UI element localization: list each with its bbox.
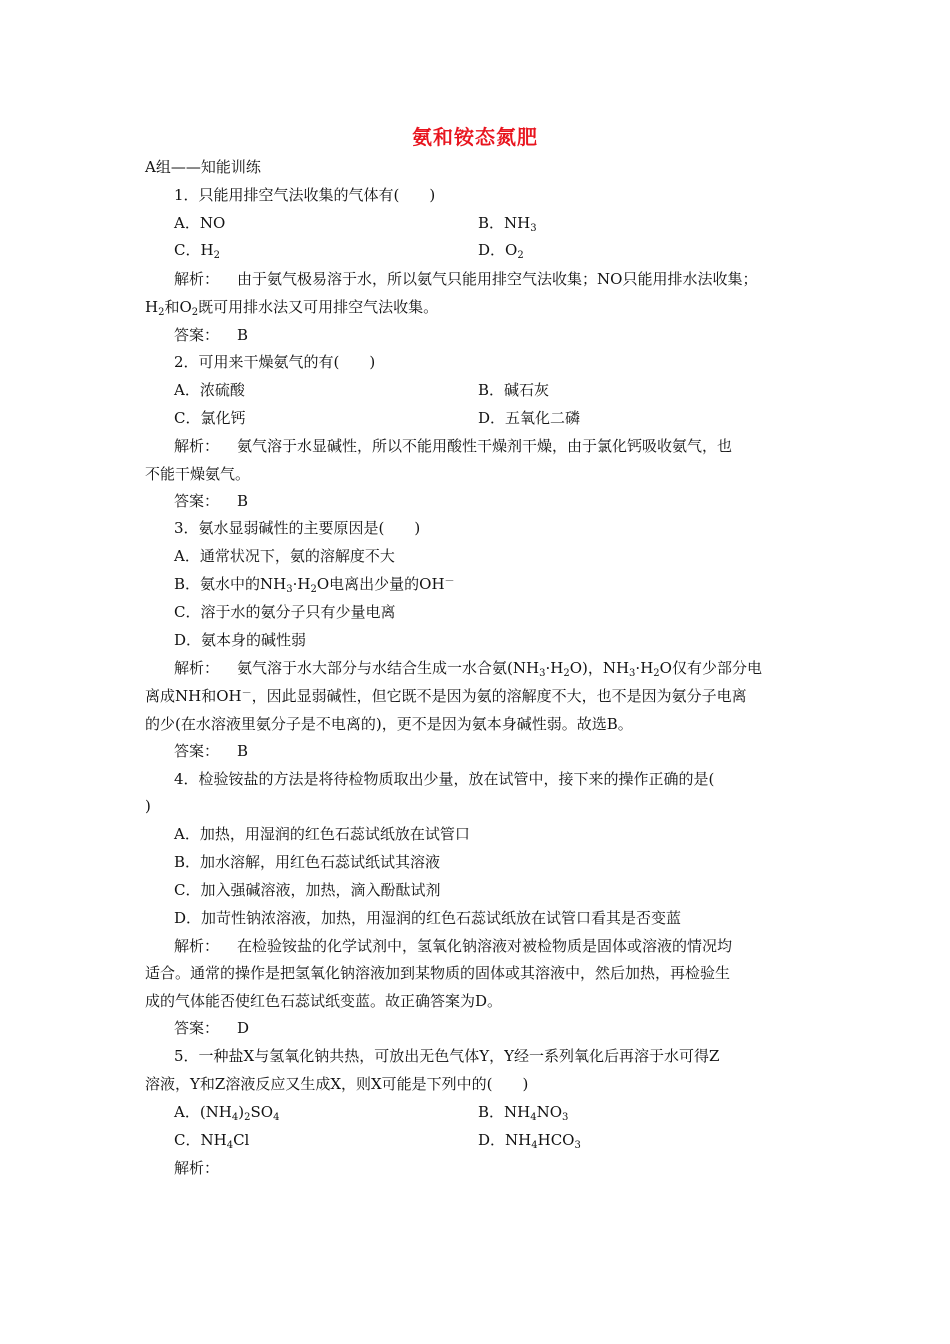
q2-option-b: B．碱石灰 (478, 381, 550, 399)
q5-option-d: D．$NH_4HCO_3$ (478, 1131, 581, 1151)
q5-stem: 5．一种盐X与氢氧化钠共热，可放出无色气体Y，Y经一系列氧化后再溶于水可得Z (174, 1047, 720, 1065)
q1-stem: 1．只能用排空气法收集的气体有( ) (174, 186, 436, 204)
q3-stem: 3．氨水显弱碱性的主要原因是( ) (174, 519, 421, 537)
q4-option-d: D．加苛性钠浓溶液，加热，用湿润的红色石蕊试纸放在试管口看其是否变蓝 (174, 909, 682, 927)
q2-stem: 2．可用来干燥氨气的有( ) (174, 353, 376, 371)
q5-option-c: C．$NH_4Cl$ (174, 1131, 250, 1151)
q2-option-a: A．浓硫酸 (174, 381, 245, 399)
q4-option-b: B．加水溶解，用红色石蕊试纸试其溶液 (174, 853, 441, 871)
q2-explanation: 解析： 氨气溶于水显碱性，所以不能用酸性干燥剂干燥，由于氯化钙吸收氨气，也 (174, 437, 733, 455)
q3-answer: 答案： B (174, 742, 249, 760)
q5-option-b: B．$NH_4NO_3$ (478, 1103, 569, 1123)
q4-option-a: A．加热，用湿润的红色石蕊试纸放在试管口 (174, 825, 470, 843)
q4-explanation-cont2: 成的气体能否使红色石蕊试纸变蓝。故正确答案为D。 (145, 992, 503, 1010)
q3-explanation-cont: 离成NH和OH－，因此显弱碱性，但它既不是因为氨的溶解度不大，也不是因为氨分子电离 (145, 687, 747, 705)
q2-option-c: C．氯化钙 (174, 409, 246, 427)
q3-explanation: 解析： 氨气溶于水大部分与水结合生成一水合氨$(NH_3\cdot H_2O)$，$NH_3\cdot H_2O$仅有少部分电 (174, 659, 762, 679)
q2-option-d: D．五氧化二磷 (478, 409, 581, 427)
q5-option-a: A．$(NH_4)_2SO_4$ (174, 1103, 280, 1123)
q3-explanation-cont2: 的少(在水溶液里氨分子是不电离的)，更不是因为氨本身碱性弱。故选B。 (145, 715, 633, 733)
q4-stem: 4．检验铵盐的方法是将待检物质取出少量，放在试管中，接下来的操作正确的是( (174, 770, 715, 788)
q3-option-b: B．氨水中的$NH_3\cdot H_2O$电离出少量的OH－ (174, 575, 455, 595)
q4-stem-cont: ) (145, 797, 151, 815)
q1-answer: 答案： B (174, 326, 249, 344)
q1-explanation-cont: $H_2$和$O_2$既可用排水法又可用排空气法收集。 (145, 298, 439, 318)
q5-stem-cont: 溶液，Y和Z溶液反应又生成X，则X可能是下列中的( ) (145, 1075, 529, 1093)
q4-answer: 答案： D (174, 1019, 250, 1037)
q2-answer: 答案： B (174, 492, 249, 510)
q1-option-b: B．$NH_3$ (478, 214, 537, 234)
section-heading: A组——知能训练 (145, 158, 261, 176)
q2-explanation-cont: 不能干燥氨气。 (145, 465, 251, 483)
q1-option-c: C．$H_2$ (174, 241, 220, 261)
q4-explanation: 解析： 在检验铵盐的化学试剂中，氢氧化钠溶液对被检物质是固体或溶液的情况均 (174, 937, 733, 955)
q4-option-c: C．加入强碱溶液，加热，滴入酚酞试剂 (174, 881, 441, 899)
page-title: 氨和铵态氮肥 (412, 125, 538, 149)
q1-option-a: A．NO (174, 214, 226, 232)
q3-option-a: A．通常状况下，氨的溶解度不大 (174, 547, 395, 565)
q1-option-d: D．$O_2$ (478, 241, 524, 261)
q1-explanation: 解析： 由于氨气极易溶于水，所以氨气只能用排空气法收集；NO只能用排水法收集； (174, 270, 758, 288)
q3-option-c: C．溶于水的氨分子只有少量电离 (174, 603, 396, 621)
q4-explanation-cont: 适合。通常的操作是把氢氧化钠溶液加到某物质的固体或其溶液中，然后加热，再检验生 (145, 964, 731, 982)
q3-option-d: D．氨本身的碱性弱 (174, 631, 307, 649)
q5-explanation: 解析： (174, 1159, 220, 1177)
